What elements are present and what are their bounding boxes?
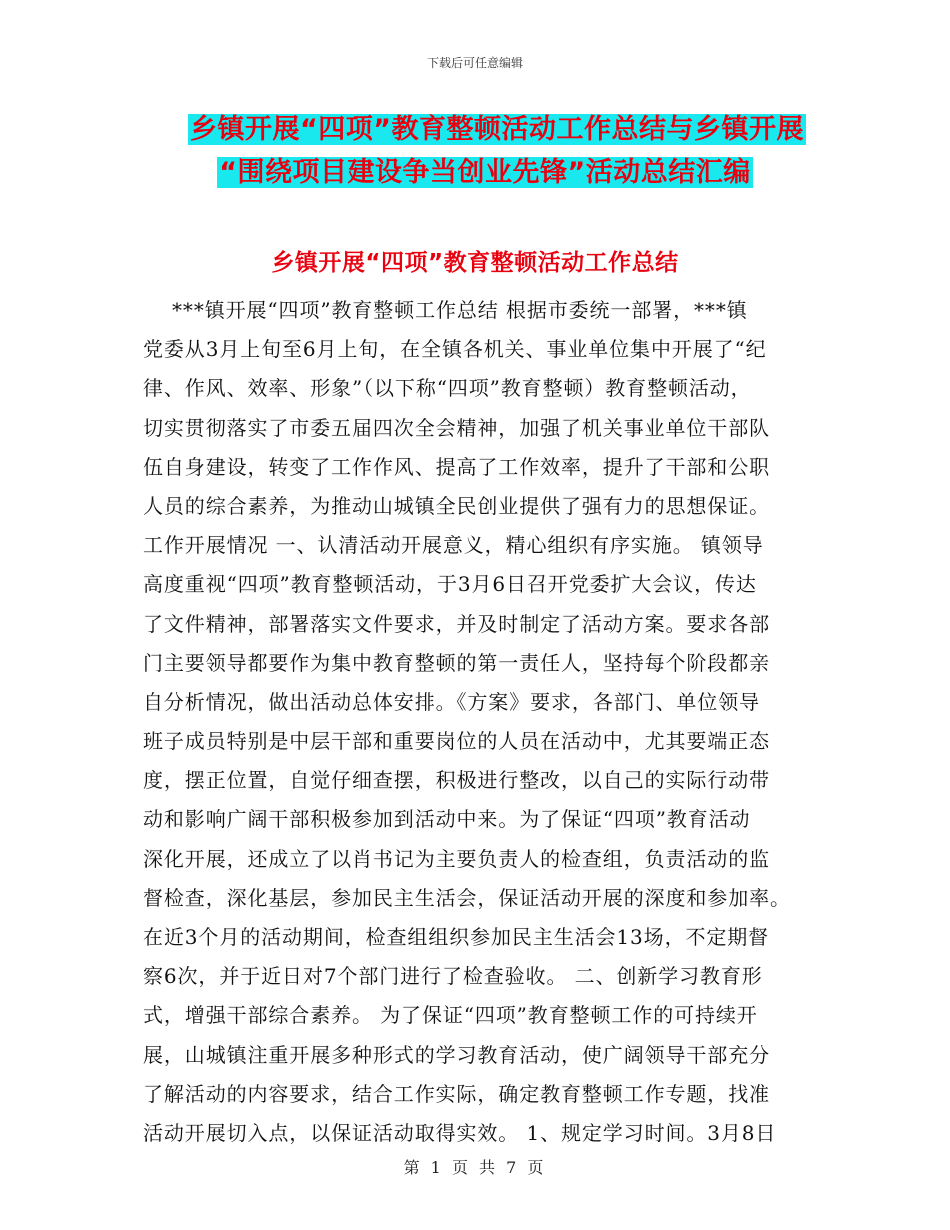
- body-line: 察6次，并于近日对7个部门进行了检查验收。 二、创新学习教育形: [143, 964, 763, 989]
- document-title-line-2: [10, 153, 950, 193]
- header-note: 下载后可任意编辑: [426, 56, 523, 70]
- body-line: 工作开展情况 一、认清活动开展意义，精心组织有序实施。 镇领导: [143, 533, 764, 558]
- body-line: 人员的综合素养，为推动山城镇全民创业提供了强有力的思想保证。: [143, 493, 770, 518]
- document-title-line-1: [22, 110, 950, 150]
- body-line: 活动开展切入点，以保证活动取得实效。 1、规定学习时间。3月8日: [143, 1120, 777, 1145]
- body-line: 高度重视“四项”教育整顿活动，于3月6日召开党委扩大会议，传达: [143, 572, 757, 597]
- body-line: 式，增强干部综合素养。 为了保证“四项”教育整顿工作的可持续开: [143, 1003, 758, 1028]
- body-line: 切实贯彻落实了市委五届四次全会精神，加强了机关事业单位干部队: [143, 415, 770, 440]
- body-line: 动和影响广阔干部积极参加到活动中来。为了保证“四项”教育活动: [143, 807, 751, 832]
- body-line: 了解活动的内容要求，结合工作实际，确定教育整顿工作专题，找准: [143, 1081, 770, 1106]
- body-line: 伍自身建设，转变了工作作风、提高了工作效率，提升了干部和公职: [143, 454, 770, 479]
- body-line: 度，摆正位置，自觉仔细查摆，积极进行整改，以自己的实际行动带: [143, 768, 770, 793]
- page-footer: 第 1 页 共 7 页: [403, 1158, 547, 1177]
- title-line-2-text: “围绕项目建设争当创业先锋”活动总结汇编: [219, 157, 751, 188]
- body-line: 门主要领导都要作为集中教育整顿的第一责任人，坚持每个阶段都亲: [143, 650, 770, 675]
- body-line: 律、作风、效率、形象”（以下称“四项”教育整顿）教育整顿活动，: [143, 376, 752, 401]
- body-line: 党委从3月上旬至6月上旬，在全镇各机关、事业单位集中开展了“纪: [143, 337, 767, 362]
- body-line: 班子成员特别是中层干部和重要岗位的人员在活动中，尤其要端正态: [143, 729, 770, 754]
- body-line: 自分析情况，做出活动总体安排。《方案》要求，各部门、单位领导: [143, 689, 760, 714]
- body-line: 了文件精神，部署落实文件要求，并及时制定了活动方案。要求各部: [143, 611, 770, 636]
- body-line: 深化开展，还成立了以肖书记为主要负责人的检查组，负责活动的监: [143, 846, 770, 871]
- body-line: 督检查，深化基层，参加民主生活会，保证活动开展的深度和参加率。: [143, 885, 791, 910]
- body-text: [143, 291, 813, 1153]
- body-line: ***镇开展“四项”教育整顿工作总结 根据市委统一部署，***镇: [143, 298, 748, 322]
- body-line: 展，山城镇注重开展多种形式的学习教育活动，使广阔领导干部充分: [143, 1042, 770, 1067]
- body-line: 在近3个月的活动期间，检查组组织参加民主生活会13场，不定期督: [143, 925, 770, 949]
- section-title: 乡镇开展“四项”教育整顿活动工作总结: [271, 250, 679, 276]
- title-line-1-text: 乡镇开展“四项”教育整顿活动工作总结与乡镇开展: [190, 114, 804, 145]
